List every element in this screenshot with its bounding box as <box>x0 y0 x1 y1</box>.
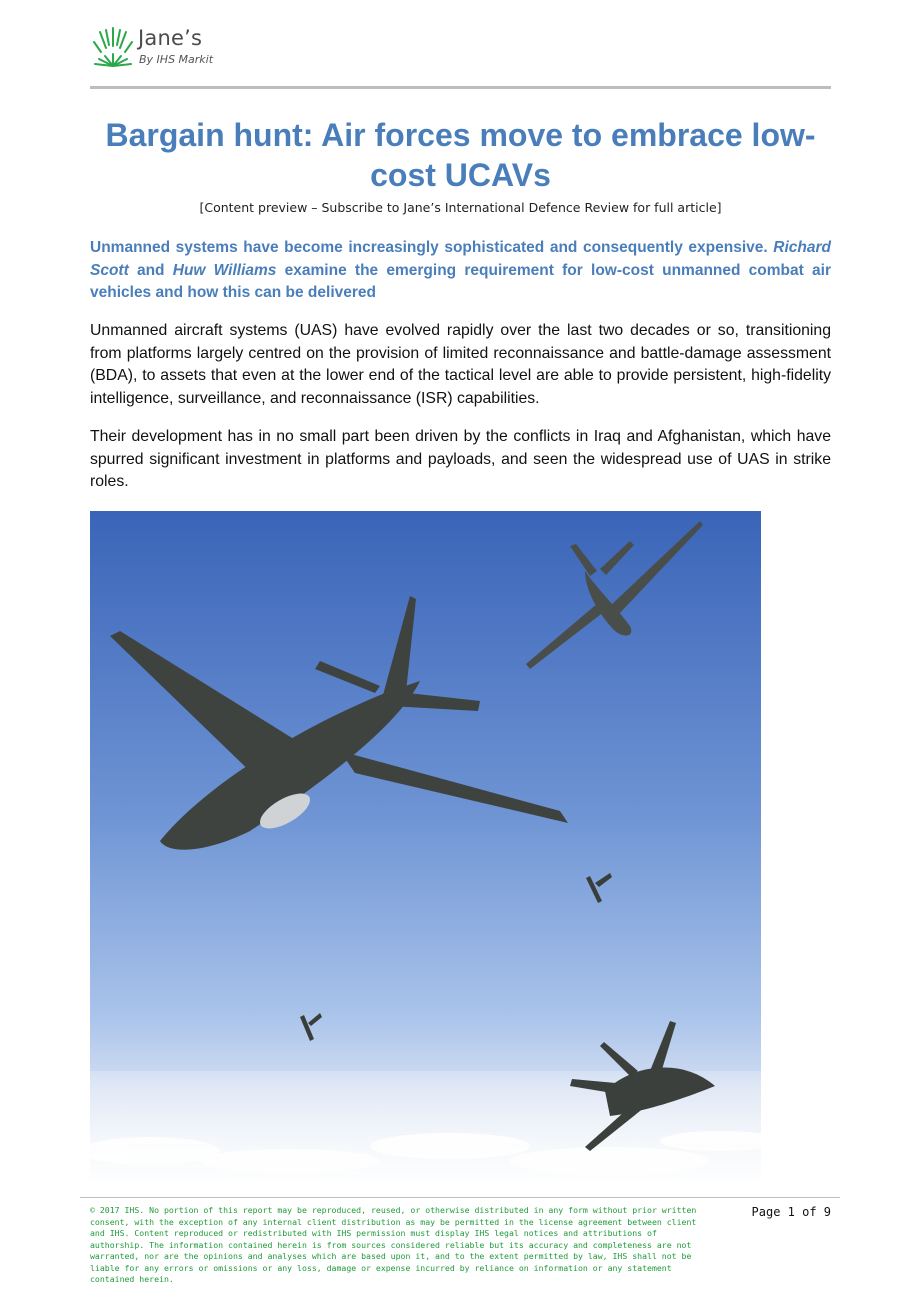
author-name: Richard Scott <box>90 239 831 279</box>
standfirst-lead: Unmanned systems have become increasingly sophisticated and consequently expensive. <box>90 239 768 256</box>
body-paragraph: Unmanned aircraft systems (UAS) have evolved rapidly over the last two decades or so, transitioning from platforms largely centred on the provision of limited reconnaissance and battle-damage assessment (BDA), to assets that even at the lower end of the tactical level are able to provide persistent, high-fidelity intelligence, surveillance, and reconnaissance (ISR) capabilities. <box>90 322 831 407</box>
page-number: Page 1 of 9 <box>751 1205 831 1219</box>
header-divider <box>90 86 831 89</box>
hero-image-ucav-formation <box>90 511 761 1182</box>
content-preview-note: [Content preview – Subscribe to Jane’s International Defence Review for full article] <box>199 200 722 215</box>
author-name: Huw Williams <box>172 261 277 279</box>
brand-name: Jane’s <box>138 26 203 50</box>
footer-divider <box>80 1197 840 1198</box>
copyright-notice: © 2017 IHS. No portion of this report may be reproduced, reused, or otherwise distributed in any form without prior written consent, with the exception of any internal client distribution as may be permitted in the license agreement between client and IHS. Content reproduced or redistributed with IHS permission must display IHS legal notices and attributions of authorship. The information contained herein is from sources considered reliable but its accuracy and completeness are not warranted, nor are the opinions and analyses which are based upon it, and to the extent permitted by law, IHS shall not be liable for any errors or omissions or any loss, damage or expense incurred by reliance on information or any statement contained herein. <box>90 1205 697 1284</box>
standfirst-conjunction: and <box>136 261 165 279</box>
body-paragraph: Their development has in no small part been driven by the conflicts in Iraq and Afghanistan, which have spurred significant investment in platforms and payloads, and seen the widespread use of UAS in strike roles. <box>90 428 831 490</box>
janes-sunburst-icon <box>92 24 134 68</box>
brand-subtitle: By IHS Markit <box>139 53 214 66</box>
janes-logo <box>92 24 242 72</box>
article-standfirst <box>90 237 831 305</box>
standfirst-rest: examine the emerging requirement for low-cost unmanned combat air vehicles and how this can be delivered <box>90 261 831 301</box>
article-title: Bargain hunt: Air forces move to embrace low-cost UCAVs <box>105 117 816 193</box>
